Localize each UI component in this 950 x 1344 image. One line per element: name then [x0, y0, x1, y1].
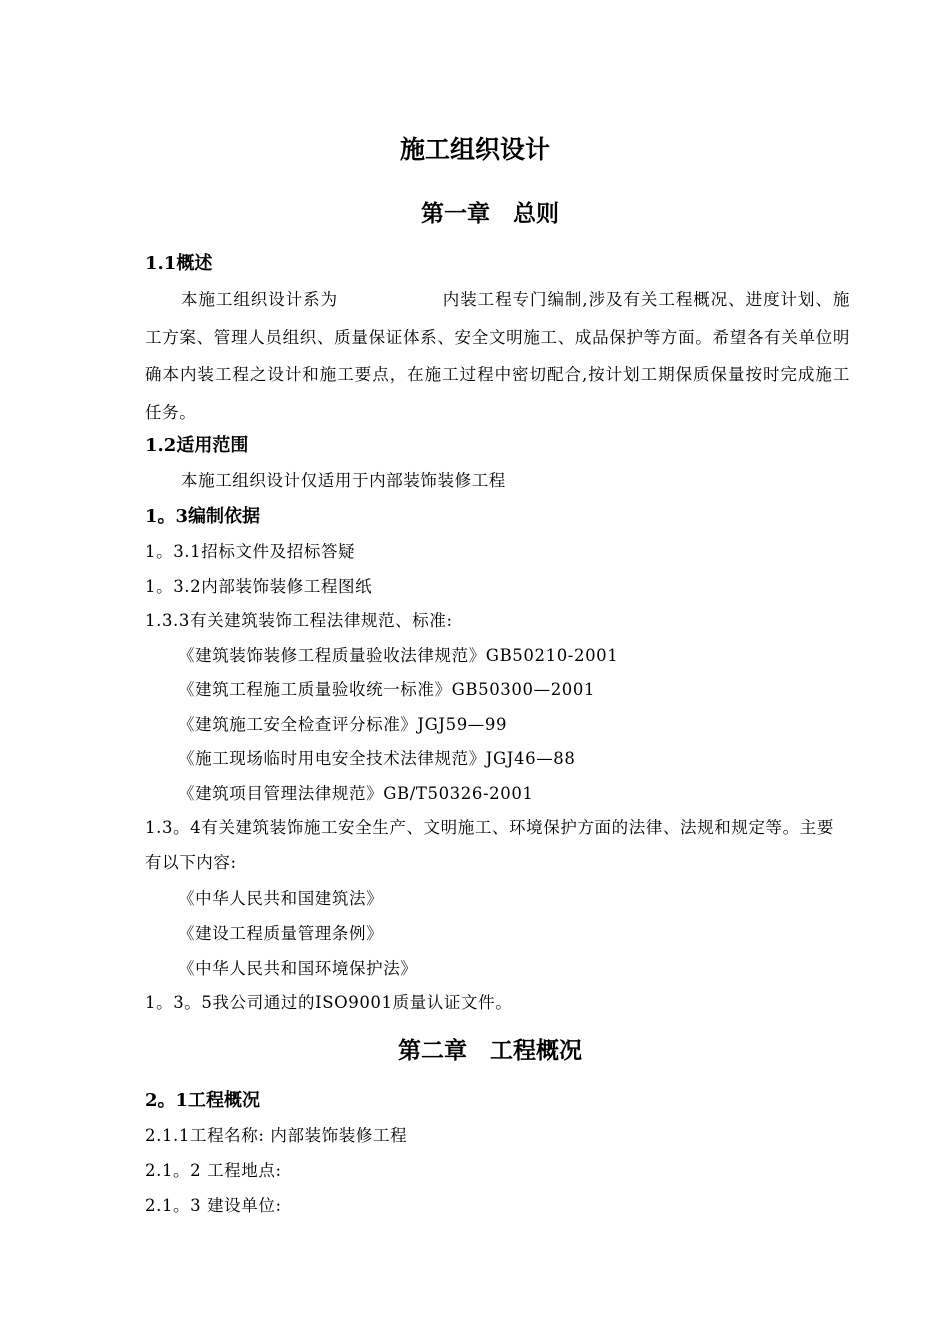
item-1-3-3: 1.3.3有关建筑装饰工程法律规范、标准:	[145, 611, 453, 630]
item-1-3-2: 1。3.2内部装饰装修工程图纸	[145, 577, 373, 596]
law-item: 《建设工程质量管理条例》	[178, 924, 384, 943]
chapter-2-heading: 第二章 工程概况	[398, 1038, 582, 1064]
law-item: 《中华人民共和国建筑法》	[178, 889, 384, 908]
section-1-3-heading: 1。3编制依据	[145, 506, 261, 527]
standard-item: 《建筑工程施工质量验收统一标准》GB50300—2001	[178, 680, 596, 699]
document-title: 施工组织设计	[399, 135, 550, 164]
standard-item: 《建筑项目管理法律规范》GB/T50326-2001	[178, 784, 534, 803]
law-item: 《中华人民共和国环境保护法》	[178, 959, 418, 978]
item-1-3-1: 1。3.1招标文件及招标答疑	[145, 542, 356, 561]
section-2-1-heading: 2。1工程概况	[145, 1090, 261, 1111]
chapter-1-heading: 第一章 总则	[421, 201, 559, 227]
section-1-1-heading: 1.1概述	[145, 253, 213, 274]
item-2-1-1: 2.1.1工程名称: 内部装饰装修工程	[145, 1126, 408, 1145]
section-1-2-heading: 1.2适用范围	[145, 435, 249, 456]
standard-item: 《建筑施工安全检查评分标准》JGJ59—99	[178, 715, 508, 734]
item-1-3-4: 1.3。4有关建筑装饰施工安全生产、文明施工、环境保护方面的法律、法规和规定等。主要有以下内容:	[145, 818, 834, 872]
item-2-1-3: 2.1。3 建设单位:	[145, 1196, 282, 1215]
section-1-2-text: 本施工组织设计仅适用于内部装饰装修工程	[181, 471, 506, 490]
item-2-1-2: 2.1。2 工程地点:	[145, 1161, 282, 1180]
standard-item: 《建筑装饰装修工程质量验收法律规范》GB50210-2001	[178, 646, 619, 665]
item-1-3-5: 1。3。5我公司通过的ISO9001质量认证文件。	[145, 993, 513, 1012]
standard-item: 《施工现场临时用电安全技术法律规范》JGJ46—88	[178, 749, 576, 768]
section-1-1-paragraph: 本施工组织设计系为 内装工程专门编制,涉及有关工程概况、进度计划、施工方案、管理人员组织、质量保证体系、安全文明施工、成品保护等方面。希望各有关单位明确本内装工程之设计和施工要点，在施工过程中密切配合,按计划工期保质保量按时完成施工任务。	[145, 290, 850, 422]
